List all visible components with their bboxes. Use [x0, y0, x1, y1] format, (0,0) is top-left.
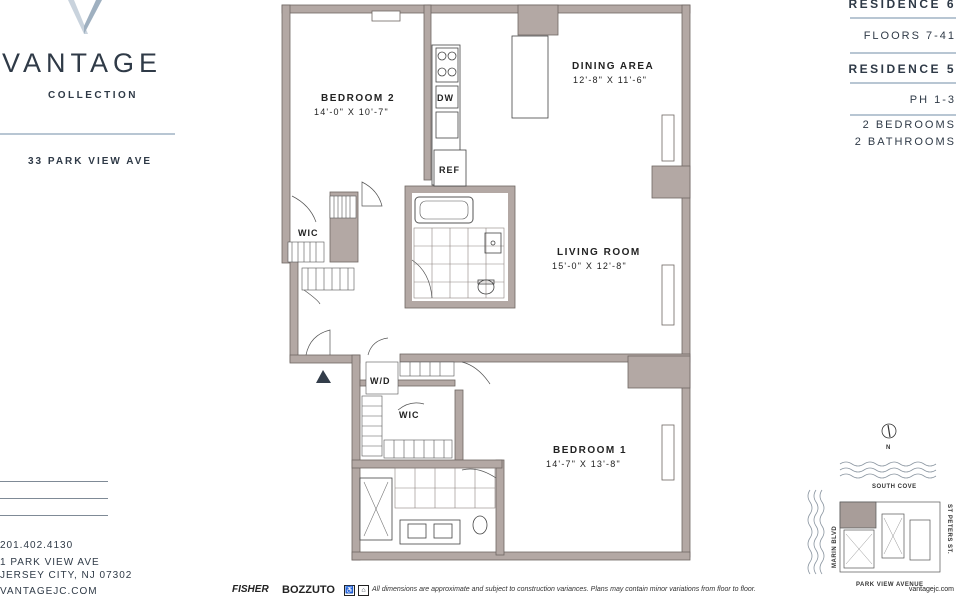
building-address: 33 PARK VIEW AVE — [28, 156, 153, 167]
door-bedroom1 — [462, 362, 490, 384]
wall-east — [682, 5, 690, 557]
wic1-bottom-shelf — [288, 242, 324, 262]
residence-6-floors: FLOORS 7-41 — [863, 30, 956, 42]
bedroom1-label: BEDROOM 1 — [553, 445, 628, 456]
dining-label: DINING AREA — [572, 61, 655, 72]
bedroom1-dims: 14'-7" X 13'-8" — [546, 459, 621, 469]
column-mid — [652, 166, 690, 198]
wall-west-bedroom2 — [282, 5, 290, 263]
wall-north-bedroom2 — [282, 5, 430, 13]
wall-bedroom2-east — [424, 5, 431, 180]
column-south — [628, 356, 690, 388]
wall-south-entry — [290, 355, 360, 363]
contact-city: JERSEY CITY, NJ 07302 — [0, 570, 133, 581]
contact-street: 1 PARK VIEW AVE — [0, 557, 100, 568]
wd-label: W/D — [370, 376, 391, 386]
window-2 — [662, 265, 674, 325]
wic2-shelf-top — [400, 362, 454, 376]
accessibility-icon: ♿ — [345, 587, 354, 594]
door-bath1 — [462, 469, 496, 478]
living-dims: 15'-0" X 12'-8" — [552, 261, 627, 271]
st-peters-label: ST PETERS ST. — [946, 504, 952, 555]
wic2-label: WIC — [399, 410, 420, 420]
disclaimer-text: All dimensions are approximate and subject to construction variances. Plans may contain minor variations from floor to floor. — [372, 586, 756, 593]
entry-marker — [316, 370, 331, 383]
water-wave-1 — [840, 462, 936, 466]
door-bedroom2 — [362, 182, 382, 206]
wall-bedroom1-west — [455, 390, 463, 460]
window-3 — [662, 425, 674, 480]
door-entry — [306, 330, 330, 355]
wall-west-entry — [290, 258, 298, 362]
kitchen-sink — [436, 112, 458, 138]
wic1-label: WIC — [298, 228, 319, 238]
door-closet-entry — [368, 338, 388, 355]
brand-name: VANTAGE — [2, 48, 163, 78]
bedroom-count: 2 BEDROOMS — [862, 119, 956, 131]
brand-collection: COLLECTION — [48, 90, 138, 101]
ref-label: REF — [439, 165, 460, 175]
living-label: LIVING ROOM — [557, 247, 641, 258]
door-wic2 — [398, 403, 424, 410]
wall-bath2-east — [496, 460, 504, 555]
door-linen — [304, 290, 320, 304]
equal-housing-icon: ⌂ — [358, 585, 369, 596]
park-view-avenue-label: PARK VIEW AVENUE — [856, 582, 924, 588]
wall-bath2-north — [352, 460, 502, 468]
window-north — [372, 11, 400, 21]
window-1 — [662, 115, 674, 161]
toilet-bath1 — [473, 516, 487, 534]
footer-website: vantagejc.com — [908, 586, 954, 593]
column-north — [518, 5, 558, 35]
contact-website: VANTAGEJC.COM — [0, 586, 98, 597]
linen-closet — [302, 268, 354, 290]
contact-phone: 201.402.4130 — [0, 540, 74, 551]
residence-5-title: RESIDENCE 5 — [848, 62, 956, 76]
wall-north-main — [428, 5, 690, 13]
dining-dims: 12'-8" X 11'-6" — [573, 75, 648, 85]
fisher-logo: FISHER — [232, 584, 269, 595]
residence-6-title: RESIDENCE 6 — [848, 0, 956, 11]
residence-highlight — [840, 502, 876, 528]
door-wic1 — [292, 196, 316, 222]
bozzuto-logo: BOZZUTO — [282, 584, 335, 596]
bedroom2-dims: 14'-0" X 10'-7" — [314, 107, 389, 117]
key-plan — [800, 418, 956, 598]
bathroom-count: 2 BATHROOMS — [854, 136, 956, 148]
south-cove-label: SOUTH COVE — [872, 484, 917, 490]
wall-south — [352, 552, 690, 560]
north-label: N — [886, 445, 891, 451]
dw-label: DW — [437, 93, 454, 103]
wall-west-lower — [352, 355, 360, 560]
marin-blvd-label: MARIN BLVD — [832, 525, 838, 568]
bedroom2-label: BEDROOM 2 — [321, 93, 396, 104]
residence-5-floors: PH 1-3 — [909, 94, 956, 106]
kitchen-island — [512, 36, 548, 118]
